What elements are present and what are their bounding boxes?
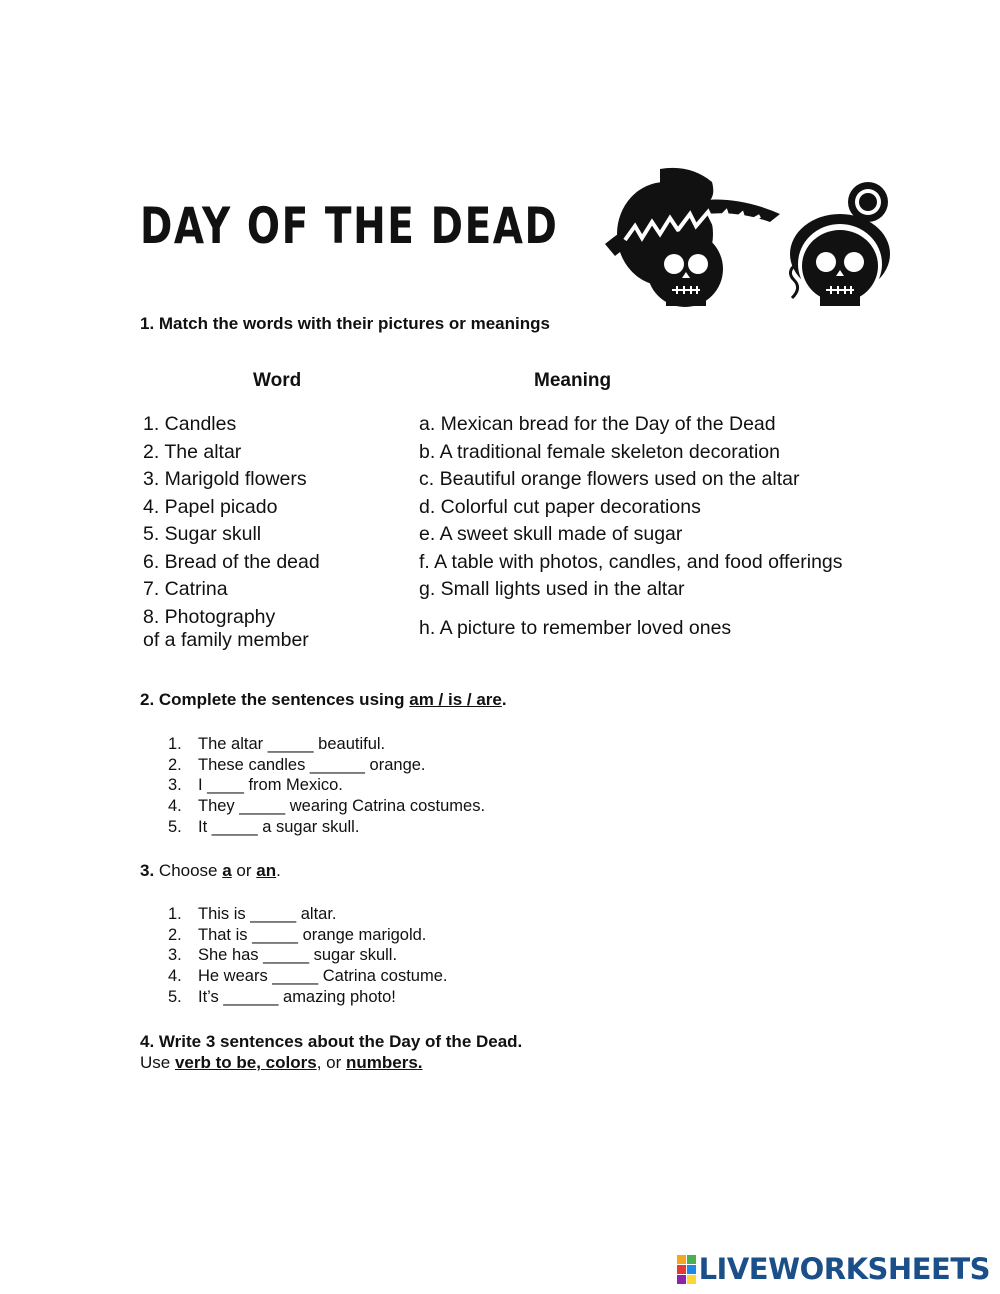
section3-period: .	[276, 861, 281, 880]
list-number: 4.	[168, 797, 182, 816]
option-a: a	[222, 861, 232, 880]
option-colors: colors	[265, 1053, 317, 1072]
meaning-item[interactable]: a. Mexican bread for the Day of the Dead	[419, 413, 776, 435]
list-text: The altar _____ beautiful.	[198, 735, 386, 753]
section3-heading	[140, 861, 281, 881]
word-item[interactable]: 3. Marigold flowers	[143, 468, 307, 490]
meaning-item[interactable]: f. A table with photos, candles, and food offerings	[419, 551, 843, 573]
list-number: 3.	[168, 946, 182, 965]
list-number: 4.	[168, 967, 182, 986]
list-number: 2.	[168, 925, 182, 944]
section1-heading: 1. Match the words with their pictures or meanings	[140, 314, 550, 333]
list-item[interactable]	[168, 945, 447, 966]
list-text: These candles ______ orange.	[198, 755, 426, 774]
word-item-continuation[interactable]: of a family member	[143, 629, 309, 651]
section3-choose-text: Choose	[154, 861, 223, 880]
list-item[interactable]	[168, 775, 485, 796]
list-item[interactable]	[168, 734, 485, 755]
section4-heading: 4. Write 3 sentences about the Day of the Dead.	[140, 1032, 523, 1051]
list-number: 5.	[168, 817, 182, 836]
list-number: 2.	[168, 755, 182, 774]
word-item[interactable]: 8. Photography	[143, 606, 276, 628]
section3-list	[168, 904, 447, 1008]
list-item[interactable]	[168, 966, 447, 987]
section4	[140, 1031, 522, 1073]
list-text: It’s ______ amazing photo!	[198, 987, 396, 1006]
list-number: 5.	[168, 987, 182, 1006]
list-text: I ____ from Mexico.	[198, 776, 343, 795]
worksheet-title: DAY OF THE DEAD	[140, 197, 559, 255]
list-text: That is _____ orange marigold.	[198, 925, 427, 944]
list-item[interactable]	[168, 796, 485, 817]
section2-list	[168, 734, 485, 838]
list-text: She has _____ sugar skull.	[198, 946, 398, 965]
section4-period: .	[417, 1053, 423, 1072]
meaning-item[interactable]: c. Beautiful orange flowers used on the altar	[419, 468, 800, 490]
list-item[interactable]	[168, 987, 447, 1008]
option-an: an	[256, 861, 277, 880]
option-verb-to-be: verb to be	[174, 1053, 257, 1072]
list-number: 1.	[168, 905, 182, 923]
word-item[interactable]: 6. Bread of the dead	[143, 551, 320, 573]
meaning-item[interactable]: d. Colorful cut paper decorations	[419, 496, 701, 518]
list-item[interactable]	[168, 755, 485, 776]
list-number: 3.	[168, 776, 182, 795]
meaning-column-header: Meaning	[534, 370, 612, 391]
skeleton-with-sombrero-icon	[605, 168, 780, 307]
list-text: They _____ wearing Catrina costumes.	[198, 797, 486, 816]
word-column-header: Word	[253, 370, 302, 391]
option-separator: , or	[316, 1053, 346, 1072]
list-number: 1.	[168, 735, 182, 753]
skulls-illustration	[600, 164, 900, 314]
section3-or-text: or	[231, 861, 257, 880]
option-numbers: numbers	[346, 1053, 418, 1072]
meaning-item[interactable]: b. A traditional female skeleton decoration	[419, 441, 780, 463]
logo-blocks-icon	[677, 1255, 696, 1284]
word-item[interactable]: 5. Sugar skull	[143, 523, 262, 545]
section4-use-text: Use	[140, 1053, 175, 1072]
list-text: It _____ a sugar skull.	[198, 817, 360, 836]
section2-heading	[140, 690, 507, 710]
word-item[interactable]: 2. The altar	[143, 441, 242, 463]
list-item[interactable]	[168, 925, 447, 946]
option-separator: ,	[256, 1053, 266, 1072]
list-text: This is _____ altar.	[198, 905, 337, 923]
section2-options: am / is / are	[409, 690, 502, 709]
list-text: He wears _____ Catrina costume.	[198, 967, 448, 986]
liveworksheets-logo[interactable]	[677, 1252, 990, 1286]
meaning-item[interactable]: h. A picture to remember loved ones	[419, 617, 732, 639]
meaning-item[interactable]: g. Small lights used in the altar	[419, 578, 685, 600]
meaning-item[interactable]: e. A sweet skull made of sugar	[419, 523, 683, 545]
female-skeleton-icon	[790, 182, 890, 306]
section2-heading-text: 2. Complete the sentences using	[140, 690, 410, 709]
section4-instructions	[140, 1052, 522, 1073]
word-item[interactable]: 7. Catrina	[143, 578, 228, 600]
list-item[interactable]	[168, 904, 447, 925]
list-item[interactable]	[168, 817, 485, 838]
word-item[interactable]: 1. Candles	[143, 413, 237, 435]
section2-heading-period: .	[501, 690, 507, 709]
brand-name: LIVEWORKSHEETS	[698, 1252, 990, 1286]
section3-number: 3.	[140, 861, 155, 880]
word-item[interactable]: 4. Papel picado	[143, 496, 278, 518]
